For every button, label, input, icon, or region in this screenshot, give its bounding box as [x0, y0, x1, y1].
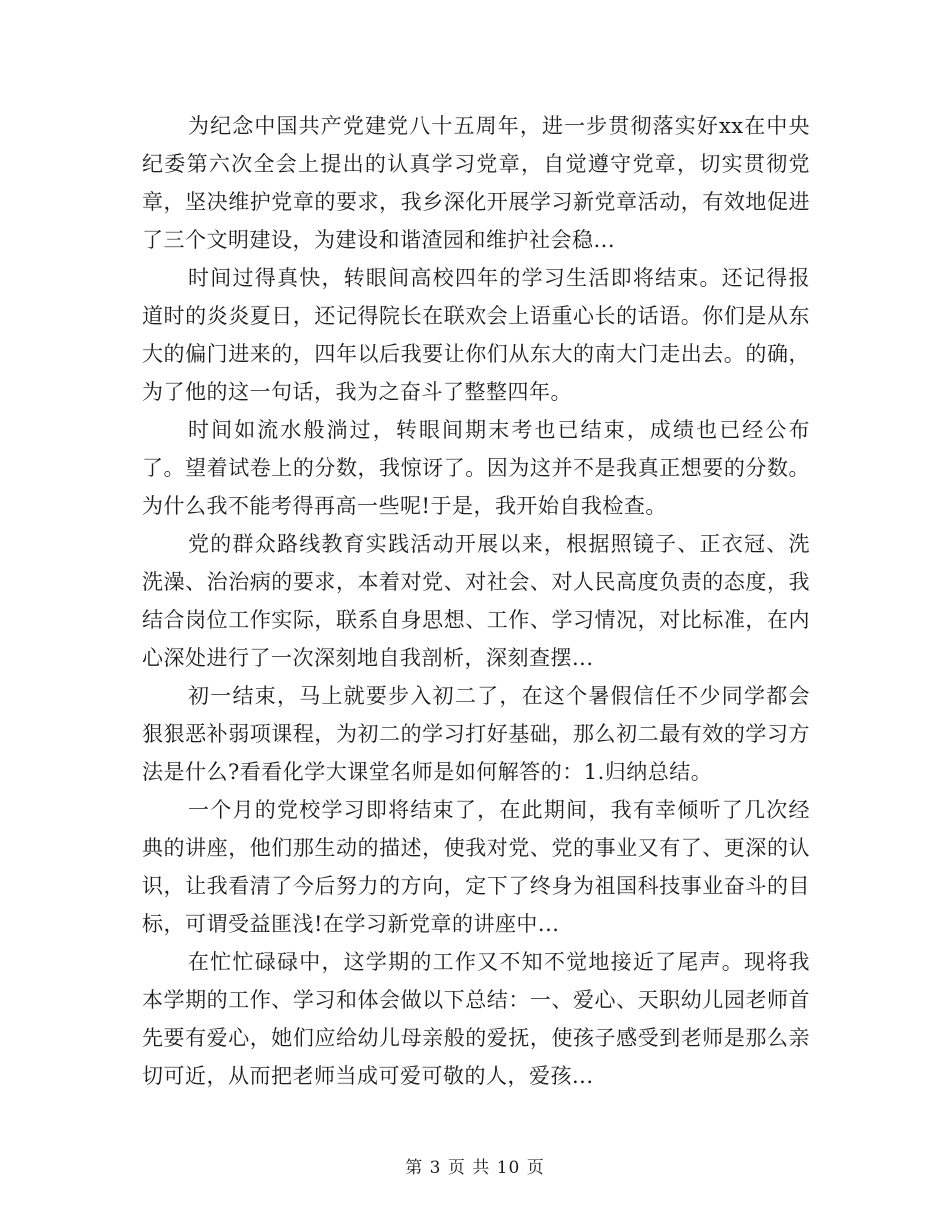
paragraph: 初一结束，马上就要步入初二了，在这个暑假信任不少同学都会狠狠恶补弱项课程，为初二的学习打好基础，那么初二最有效的学习方法是什么?看看化学大课堂名师是如何解答的：1.归纳总结。 [142, 684, 810, 784]
paragraph: 时间如流水般淌过，转眼间期末考也已结束，成绩也已经公布了。望着试卷上的分数，我惊讶了。因为这并不是我真正想要的分数。为什么我不能考得再高一些呢!于是，我开始自我检查。 [142, 418, 810, 518]
paragraph: 为纪念中国共产党建党八十五周年，进一步贯彻落实好xx在中央纪委第六次全会上提出的认真学习党章，自觉遵守党章，切实贯彻党章，坚决维护党章的要求，我乡深化开展学习新党章活动，有效地促进了三个文明建设，为建设和谐渣园和维护社会稳... [142, 114, 810, 252]
document-body [142, 107, 810, 1095]
paragraph: 一个月的党校学习即将结束了，在此期间，我有幸倾听了几次经典的讲座，他们那生动的描述，使我对党、党的事业又有了、更深的认识，让我看清了今后努力的方向，定下了终身为祖国科技事业奋斗的目标，可谓受益匪浅!在学习新党章的讲座中... [142, 798, 810, 936]
paragraph: 党的群众路线教育实践活动开展以来，根据照镜子、正衣冠、洗洗澡、治治病的要求，本着对党、对社会、对人民高度负责的态度，我结合岗位工作实际，联系自身思想、工作、学习情况，对比标准，在内心深处进行了一次深刻地自我剖析，深刻查摆... [142, 532, 810, 670]
page-number-footer: 第 3 页 共 10 页 [405, 1158, 545, 1178]
paragraph: 时间过得真快，转眼间高校四年的学习生活即将结束。还记得报道时的炎炎夏日，还记得院长在联欢会上语重心长的话语。你们是从东大的偏门进来的，四年以后我要让你们从东大的南大门走出去。的确，为了他的这一句话，我为之奋斗了整整四年。 [142, 266, 810, 404]
paragraph: 在忙忙碌碌中，这学期的工作又不知不觉地接近了尾声。现将我本学期的工作、学习和体会做以下总结：一、爱心、天职幼儿园老师首先要有爱心，她们应给幼儿母亲般的爱抚，使孩子感受到老师是那么亲切可近，从而把老师当成可爱可敬的人，爱孩... [142, 950, 810, 1088]
